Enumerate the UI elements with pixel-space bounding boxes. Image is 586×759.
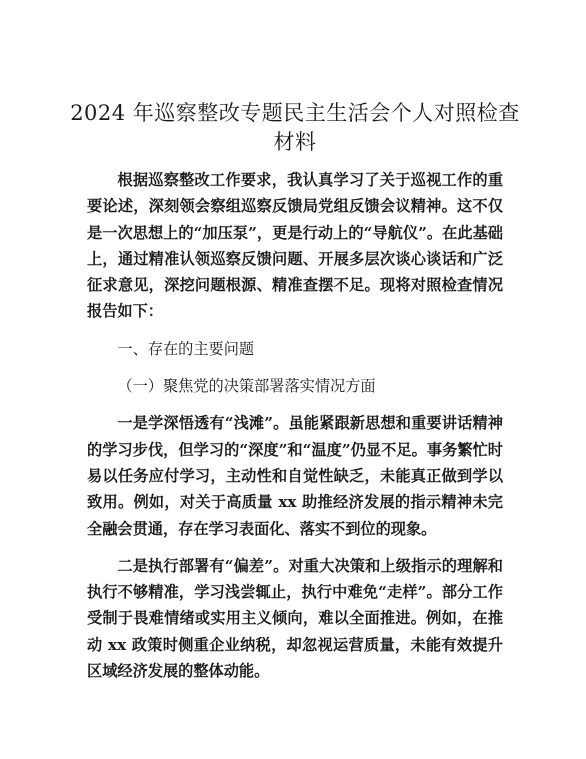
document-body (87, 167, 503, 695)
document-title: 2024 年巡察整改专题民主生活会个人对照检查材料 (70, 101, 520, 154)
point-two-paragraph: 二是执行部署有“偏差”。对重大决策和上级指示的理解和执行不够精准，学习浅尝辄止，执行中难免“走样”。部分工作受制于畏难情绪或实用主义倾向，难以全面推进。例如，在推动 xx 政策时侧重企业纳税，却忽视运营质量，未能有效提升区域经济发展的整体动能。 (87, 556, 503, 681)
point-one-paragraph: 一是学深悟透有“浅滩”。虽能紧跟新思想和重要讲话精神的学习步伐，但学习的“深度”和“温度”仍显不足。事务繁忙时易以任务应付学习，主动性和自觉性缺乏，未能真正做到学以致用。例如，对关于高质量 xx 助推经济发展的指示精神未完全融会贯通，存在学习表面化、落实不到位的现象。 (87, 414, 503, 538)
intro-paragraph: 根据巡察整改工作要求，我认真学习了关于巡视工作的重要论述，深刻领会察组巡察反馈局党组反馈会议精神。这不仅是一次思想上的“加压泵”，更是行动上的“导航仪”。在此基础上，通过精准认领巡察反馈问题、开展多层次谈心谈话和广泛征求意见，深挖问题根源、精准查摆不足。现将对照检查情况报告如下： (87, 171, 503, 321)
subsection-heading-decisions: （一）聚焦党的决策部署落实情况方面 (117, 377, 376, 396)
section-heading-problems: 一、存在的主要问题 (117, 339, 255, 358)
